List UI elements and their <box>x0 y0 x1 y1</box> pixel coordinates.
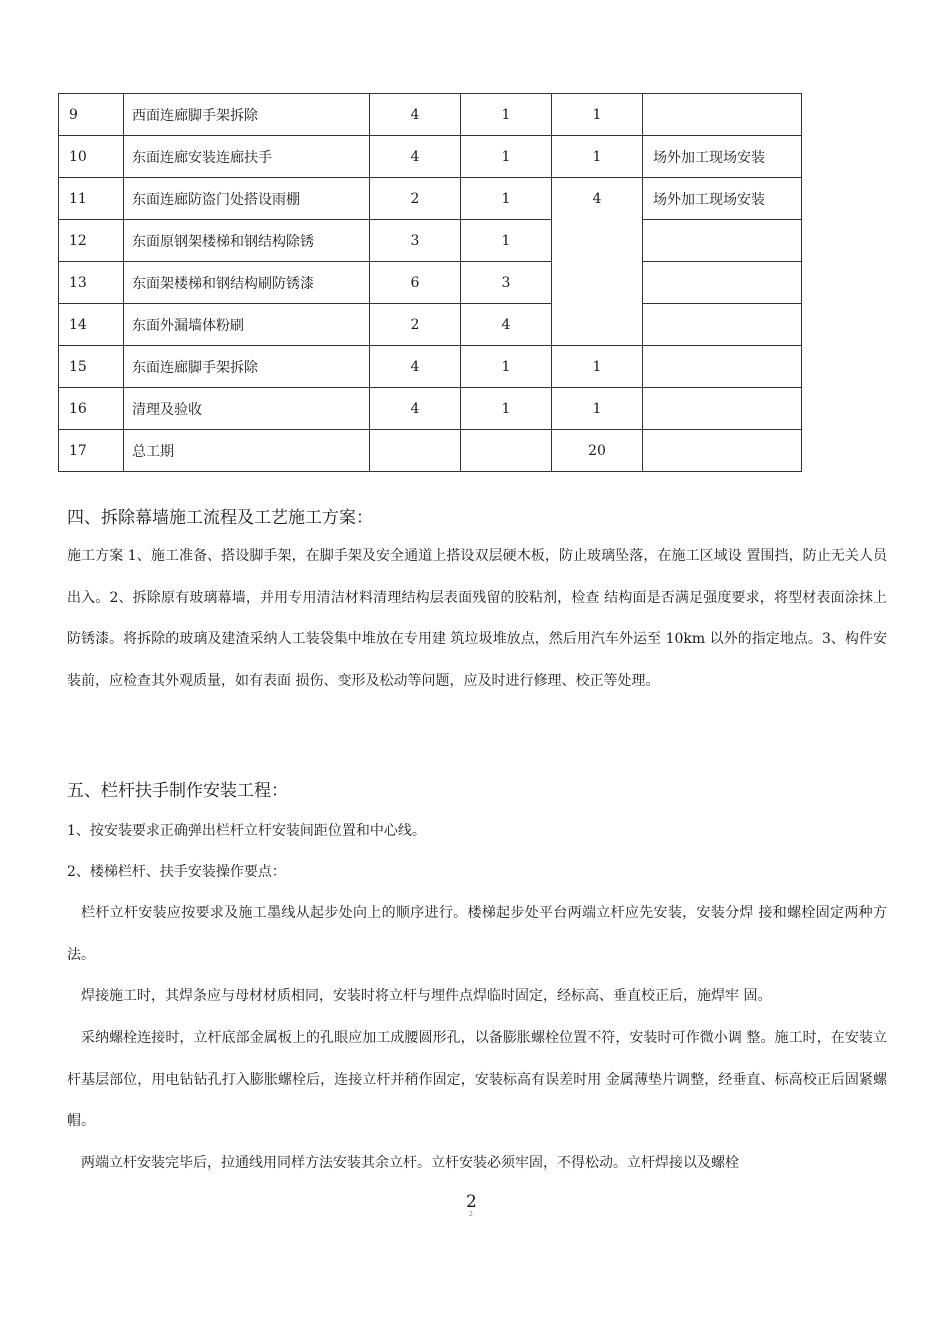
table-row <box>59 178 802 220</box>
cell-note: 场外加工现场安装 <box>643 178 802 220</box>
cell-task: 东面连廊安装连廊扶手 <box>124 136 370 178</box>
cell-a: 3 <box>370 220 461 262</box>
cell-task: 东面连廊防盗门处搭设雨棚 <box>124 178 370 220</box>
cell-no: 12 <box>59 220 124 262</box>
cell-task: 清理及验收 <box>124 388 370 430</box>
cell-a: 2 <box>370 304 461 346</box>
railing-paragraph-welding: 焊接施工时，其焊条应与母材材质相同，安装时将立杆与埋件点焊临时固定，经标高、垂直校正后，施焊牢 固。 <box>81 988 772 1004</box>
page-number-mark: 2 <box>469 1211 473 1218</box>
cell-no: 14 <box>59 304 124 346</box>
table-row <box>59 262 802 304</box>
cell-no: 16 <box>59 388 124 430</box>
cell-note: 场外加工现场安装 <box>643 136 802 178</box>
railing-paragraph-remaining-posts: 两端立杆安装完毕后，拉通线用同样方法安装其余立杆。立杆安装必须牢固，不得松动。立杆焊接以及螺栓 <box>81 1155 739 1171</box>
railing-paragraph-bolting: 采纳螺栓连接时，立杆底部金属板上的孔眼应加工成腰圆形孔，以备膨胀螺栓位置不符，安装时可作微小调 整。施工时，在安装立杆基层部位，用电钻钻孔打入膨胀螺栓后，连接立杆并稍作固定，安装标高有误差时用 金属薄垫片调整，经垂直、标高校正后固紧螺帽。 <box>67 1030 887 1129</box>
table-row <box>59 430 802 472</box>
cell-days: 20 <box>552 430 643 472</box>
cell-days: 1 <box>552 136 643 178</box>
cell-days: 1 <box>552 388 643 430</box>
cell-b: 1 <box>461 178 552 220</box>
cell-note <box>643 388 802 430</box>
cell-no: 9 <box>59 94 124 136</box>
cell-days: 1 <box>552 94 643 136</box>
cell-days: 1 <box>552 346 643 388</box>
railing-item-2: 2、楼梯栏杆、扶手安装操作要点： <box>67 864 286 880</box>
cell-a <box>370 430 461 472</box>
cell-note <box>643 94 802 136</box>
cell-no: 17 <box>59 430 124 472</box>
cell-b: 4 <box>461 304 552 346</box>
cell-a: 4 <box>370 388 461 430</box>
cell-b: 1 <box>461 136 552 178</box>
cell-b: 3 <box>461 262 552 304</box>
section-heading-railing: 五、栏杆扶手制作安装工程： <box>67 781 288 801</box>
demolition-plan-paragraph: 施工方案 1、施工准备、搭设脚手架，在脚手架及安全通道上搭设双层硬木板，防止玻璃坠落，在施工区域设 置围挡，防止无关人员出入。2、拆除原有玻璃幕墙，并用专用清洁材料清理结构层表面残留的胶粘剂，检查 结构面是否满足强度要求，将型材表面涂抹上防锈漆。将拆除的玻璃及建渣采纳人工装袋集中堆放在专用建 筑垃圾堆放点，然后用汽车外运至 10km 以外的指定地点。3、构件安装前，应检查其外观质量，如有表面 损伤、变形及松动等问题，应及时进行修理、校正等处理。 <box>67 548 887 689</box>
cell-note <box>643 220 802 262</box>
cell-no: 13 <box>59 262 124 304</box>
cell-task: 总工期 <box>124 430 370 472</box>
cell-task: 东面外漏墙体粉刷 <box>124 304 370 346</box>
railing-item-1: 1、按安装要求正确弹出栏杆立杆安装间距位置和中心线。 <box>67 823 426 839</box>
page-number: 2 <box>466 1192 477 1212</box>
cell-task: 东面架楼梯和钢结构刷防锈漆 <box>124 262 370 304</box>
railing-paragraph-installation-order: 栏杆立杆安装应按要求及施工墨线从起步处向上的顺序进行。楼梯起步处平台两端立杆应先安装，安装分焊 接和螺栓固定两种方法。 <box>67 905 887 963</box>
cell-task: 东面连廊脚手架拆除 <box>124 346 370 388</box>
cell-task: 西面连廊脚手架拆除 <box>124 94 370 136</box>
cell-b: 1 <box>461 388 552 430</box>
table-row <box>59 388 802 430</box>
schedule-table <box>58 93 802 472</box>
cell-b: 1 <box>461 346 552 388</box>
table-row <box>59 304 802 346</box>
cell-task: 东面原钢架楼梯和钢结构除锈 <box>124 220 370 262</box>
section-heading-demolition: 四、拆除幕墙施工流程及工艺施工方案： <box>67 508 373 528</box>
cell-a: 2 <box>370 178 461 220</box>
cell-no: 10 <box>59 136 124 178</box>
cell-a: 6 <box>370 262 461 304</box>
table-row <box>59 346 802 388</box>
cell-note <box>643 346 802 388</box>
cell-note <box>643 430 802 472</box>
cell-a: 4 <box>370 346 461 388</box>
cell-no: 15 <box>59 346 124 388</box>
table-row <box>59 220 802 262</box>
cell-days-merged: 4 <box>552 178 643 346</box>
cell-note <box>643 262 802 304</box>
cell-no: 11 <box>59 178 124 220</box>
cell-a: 4 <box>370 94 461 136</box>
cell-b: 1 <box>461 94 552 136</box>
cell-a: 4 <box>370 136 461 178</box>
table-row <box>59 94 802 136</box>
cell-b: 1 <box>461 220 552 262</box>
cell-b <box>461 430 552 472</box>
table-row <box>59 136 802 178</box>
cell-note <box>643 304 802 346</box>
